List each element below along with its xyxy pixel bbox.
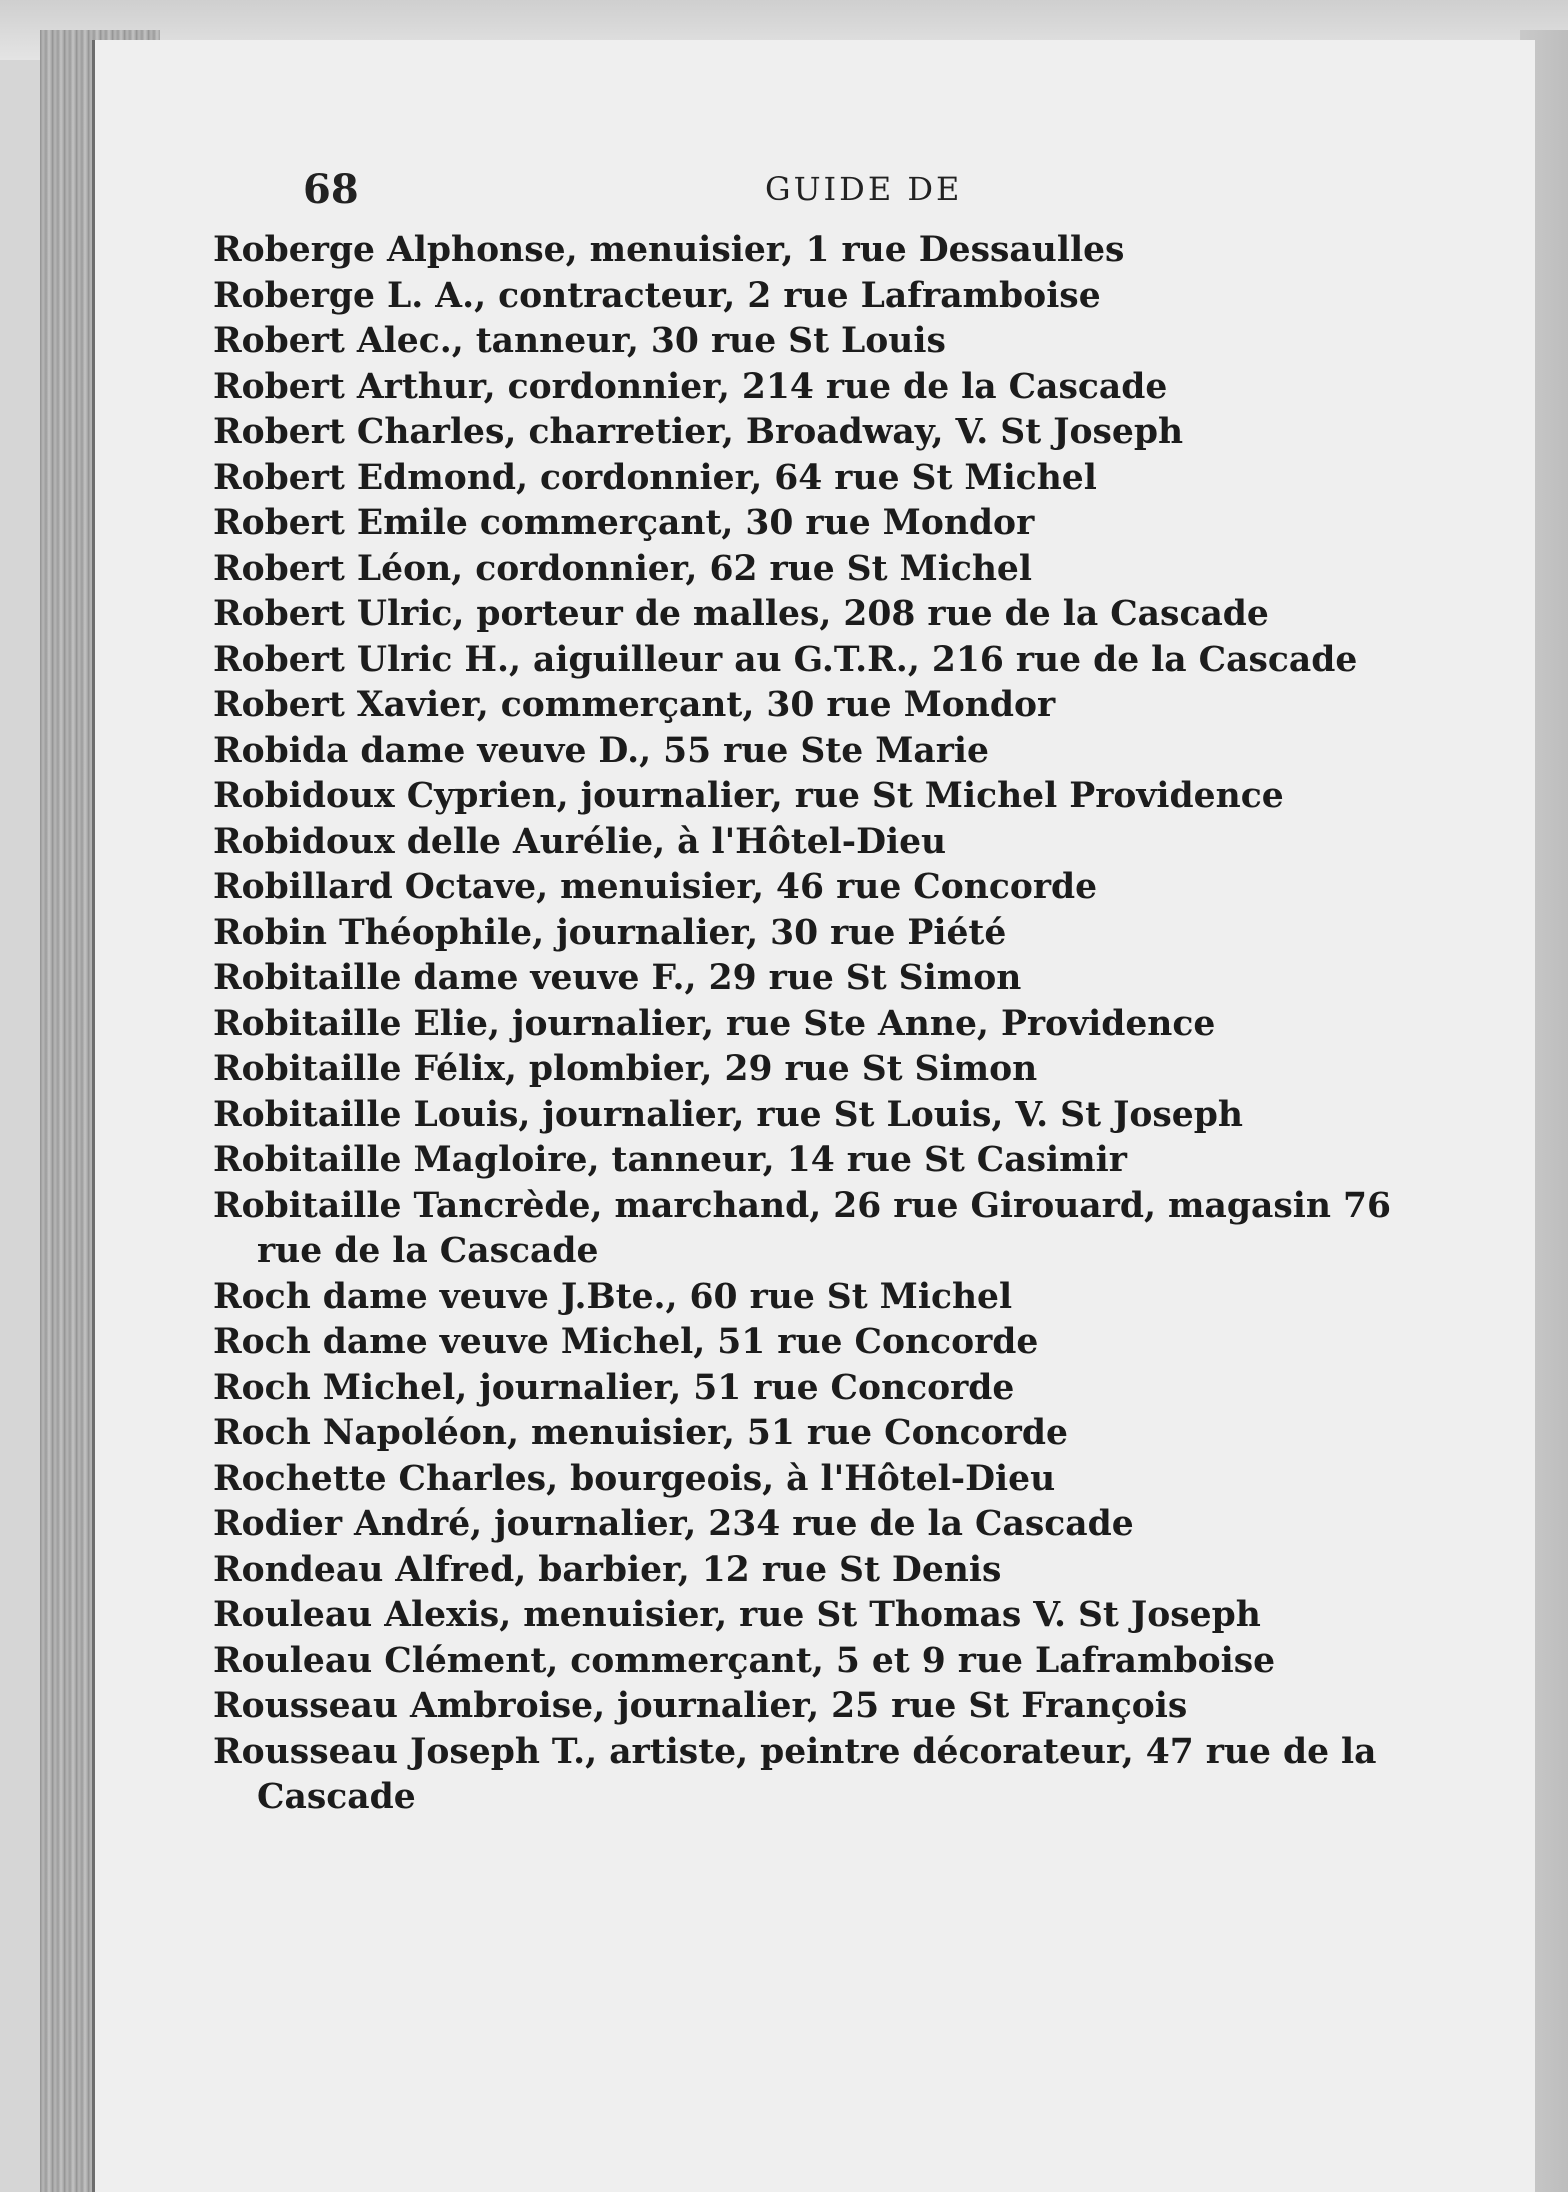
directory-entry: Robert Ulric H., aiguilleur au G.T.R., 216 rue de la Cascade bbox=[213, 639, 1358, 680]
directory-entry: Robitaille Elie, journalier, rue Ste Anne, Providence bbox=[213, 1003, 1216, 1044]
directory-entry: Robitaille dame veuve F., 29 rue St Simon bbox=[213, 958, 1022, 998]
directory-entry: Robitaille Magloire, tanneur, 14 rue St Casimir bbox=[213, 1140, 1127, 1180]
directory-entry: Robin Théophile, journalier, 30 rue Piété bbox=[213, 912, 1007, 953]
directory-entry: Rouleau Alexis, menuisier, rue St Thomas V. St Joseph bbox=[213, 1595, 1261, 1635]
directory-entry: Robitaille Tancrède, marchand, 26 rue Girouard, magasin 76 rue de la Cascade bbox=[213, 1185, 1391, 1271]
page-title: GUIDE DE bbox=[765, 170, 963, 208]
directory-entry: Roberge Alphonse, menuisier, 1 rue Dessaulles bbox=[213, 230, 1125, 270]
directory-entry: Robitaille Louis, journalier, rue St Louis, V. St Joseph bbox=[213, 1094, 1243, 1135]
directory-entry: Robillard Octave, menuisier, 46 rue Concorde bbox=[213, 867, 1098, 907]
directory-entry: Rochette Charles, bourgeois, à l'Hôtel-Dieu bbox=[213, 1458, 1056, 1499]
directory-entry: Robert Alec., tanneur, 30 rue St Louis bbox=[213, 321, 946, 361]
directory-list bbox=[213, 228, 1473, 1821]
directory-entry: Robert Arthur, cordonnier, 214 rue de la Cascade bbox=[213, 366, 1168, 407]
directory-entry: Robert Emile commerçant, 30 rue Mondor bbox=[213, 503, 1035, 543]
directory-entry: Rousseau Joseph T., artiste, peintre décorateur, 47 rue de la Cascade bbox=[213, 1731, 1377, 1817]
directory-entry: Robert Edmond, cordonnier, 64 rue St Michel bbox=[213, 457, 1097, 498]
book-page bbox=[92, 40, 1535, 2192]
directory-entry: Roch dame veuve Michel, 51 rue Concorde bbox=[213, 1322, 1039, 1362]
directory-entry: Robert Xavier, commerçant, 30 rue Mondor bbox=[213, 685, 1056, 725]
directory-entry: Roch Michel, journalier, 51 rue Concorde bbox=[213, 1367, 1015, 1408]
directory-entry: Rouleau Clément, commerçant, 5 et 9 rue Laframboise bbox=[213, 1640, 1276, 1681]
directory-entry: Robidoux delle Aurélie, à l'Hôtel-Dieu bbox=[213, 821, 947, 862]
directory-entry: Robida dame veuve D., 55 rue Ste Marie bbox=[213, 730, 989, 771]
directory-entry: Robert Léon, cordonnier, 62 rue St Michel bbox=[213, 548, 1032, 589]
directory-entry: Robitaille Félix, plombier, 29 rue St Simon bbox=[213, 1049, 1038, 1089]
directory-entry: Rondeau Alfred, barbier, 12 rue St Denis bbox=[213, 1549, 1002, 1590]
page-header bbox=[205, 126, 1455, 213]
directory-entry: Roberge L. A., contracteur, 2 rue Laframboise bbox=[213, 275, 1101, 316]
directory-entry: Rodier André, journalier, 234 rue de la Cascade bbox=[213, 1504, 1134, 1544]
directory-entry: Roch dame veuve J.Bte., 60 rue St Michel bbox=[213, 1276, 1013, 1317]
directory-entry: Robert Charles, charretier, Broadway, V. St Joseph bbox=[213, 412, 1184, 452]
directory-entry: Robert Ulric, porteur de malles, 208 rue de la Cascade bbox=[213, 594, 1269, 634]
directory-entry: Robidoux Cyprien, journalier, rue St Michel Providence bbox=[213, 776, 1284, 816]
directory-entry: Roch Napoléon, menuisier, 51 rue Concorde bbox=[213, 1413, 1068, 1453]
directory-entry: Rousseau Ambroise, journalier, 25 rue St François bbox=[213, 1686, 1188, 1726]
page-number: 68 bbox=[303, 166, 359, 213]
